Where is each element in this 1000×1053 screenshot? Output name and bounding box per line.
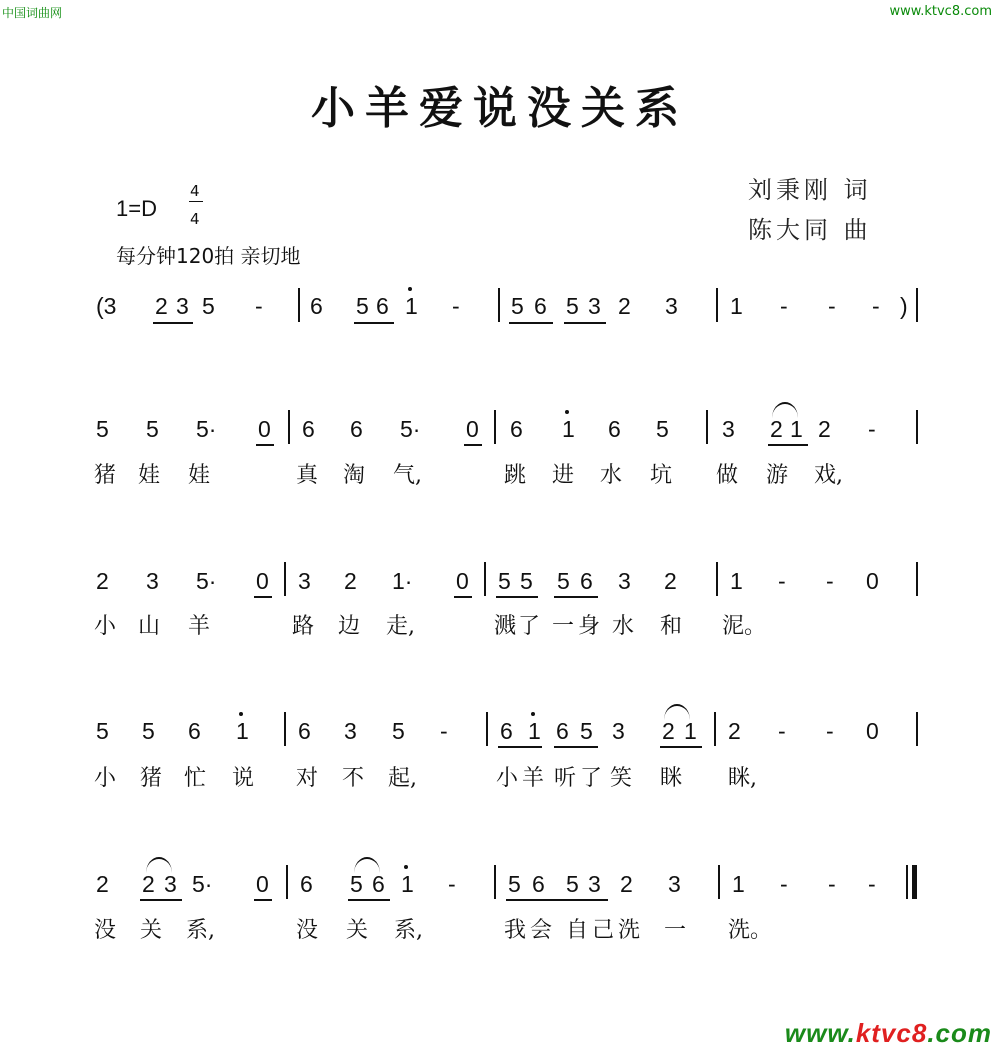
note: 2 <box>770 416 783 442</box>
high-dot <box>565 410 569 414</box>
bar-line <box>494 410 496 444</box>
lyric: 听 <box>554 766 577 791</box>
note: 3 <box>164 871 177 897</box>
lyric: 猪 <box>94 463 117 488</box>
note: 1 <box>730 293 743 319</box>
note: 2 <box>818 416 831 442</box>
lyric: 娃 <box>138 463 161 488</box>
watermark-prefix: www. <box>784 1018 856 1048</box>
bar-line <box>298 288 300 322</box>
note: 6 <box>310 293 323 319</box>
lyric: 娃 <box>188 463 211 488</box>
note: 5 <box>146 416 159 442</box>
note: 5 <box>557 568 570 594</box>
note: 2 <box>344 568 357 594</box>
bar-line <box>916 410 918 444</box>
note: 0 <box>456 568 469 594</box>
note: 0 <box>256 568 269 594</box>
lyric: 做 <box>716 463 739 488</box>
note: 0 <box>256 871 269 897</box>
lyric: 小 <box>94 614 117 639</box>
lyric: 真 <box>296 463 319 488</box>
note: 6 <box>500 718 513 744</box>
note: 2 <box>728 718 741 744</box>
note: 5 <box>142 718 155 744</box>
note: 3 <box>588 871 601 897</box>
note: 0 <box>866 718 879 744</box>
bar-line <box>494 865 496 899</box>
underline <box>660 746 702 748</box>
note: - <box>778 718 786 744</box>
underline <box>564 322 606 324</box>
high-dot <box>239 712 243 716</box>
note: 3 <box>344 718 357 744</box>
lyric: 戏, <box>814 463 843 488</box>
lyric: 眯, <box>728 766 757 791</box>
underline <box>498 746 542 748</box>
note: 2 <box>618 293 631 319</box>
lyric: 猪 <box>140 766 163 791</box>
note: 2 <box>142 871 155 897</box>
underline <box>464 444 482 446</box>
note: 6 <box>300 871 313 897</box>
note: 5 <box>96 416 109 442</box>
bar-line <box>916 712 918 746</box>
note: 5 <box>498 568 511 594</box>
note: 1 <box>790 416 803 442</box>
lyric: 泥。 <box>722 614 767 639</box>
lyric: 羊 <box>188 614 211 639</box>
note: - <box>780 293 788 319</box>
lyric: 小 <box>94 766 117 791</box>
note: - <box>448 871 456 897</box>
note: 6 <box>298 718 311 744</box>
high-dot <box>531 712 535 716</box>
bar-line <box>284 562 286 596</box>
lyric: 了 <box>580 766 603 791</box>
tempo-marking: 每分钟120拍 亲切地 <box>116 244 301 268</box>
underline <box>509 322 553 324</box>
note: - <box>255 293 263 319</box>
note: - <box>826 718 834 744</box>
watermark-logo <box>785 1018 992 1049</box>
lyric: 小 <box>496 766 519 791</box>
lyric: 一 <box>664 918 687 943</box>
note: 5· <box>196 568 217 594</box>
note: 5 <box>350 871 363 897</box>
bar-line <box>288 410 290 444</box>
note: 3 <box>668 871 681 897</box>
underline <box>554 746 598 748</box>
note: 5 <box>508 871 521 897</box>
lyric: 忙 <box>184 766 207 791</box>
note: 2 <box>664 568 677 594</box>
lyric: 没 <box>296 918 319 943</box>
note: 1 <box>528 718 541 744</box>
note: 6 <box>580 568 593 594</box>
note: - <box>828 871 836 897</box>
site-url-right: www.ktvc8.com <box>889 4 992 19</box>
note: 0 <box>258 416 271 442</box>
note: 3 <box>176 293 189 319</box>
note: 3 <box>612 718 625 744</box>
high-dot <box>408 287 412 291</box>
watermark-suffix: .com <box>927 1018 992 1048</box>
note: - <box>452 293 460 319</box>
note: 5 <box>392 718 405 744</box>
note: 2 <box>662 718 675 744</box>
lyric: 身 <box>578 614 601 639</box>
note: 1 <box>730 568 743 594</box>
note: 3 <box>722 416 735 442</box>
lyric: 羊 <box>522 766 545 791</box>
key-signature: 1=D <box>116 196 157 221</box>
note: 5 <box>566 293 579 319</box>
composer-credit: 陈大同 曲 <box>748 216 872 244</box>
note: 3 <box>665 293 678 319</box>
note: 3 <box>298 568 311 594</box>
note: 0 <box>866 568 879 594</box>
note: 5 <box>566 871 579 897</box>
underline <box>153 322 193 324</box>
underline <box>256 444 274 446</box>
bar-line <box>706 410 708 444</box>
underline <box>348 899 390 901</box>
note: 6 <box>510 416 523 442</box>
note: 0 <box>466 416 479 442</box>
lyric: 起, <box>388 766 417 791</box>
lyric: 系, <box>186 918 215 943</box>
underline <box>254 899 272 901</box>
bar-line <box>714 712 716 746</box>
lyric: 会 <box>530 918 553 943</box>
underline <box>454 596 472 598</box>
lyric: 游 <box>766 463 789 488</box>
lyric: 跳 <box>504 463 527 488</box>
bar-line <box>286 865 288 899</box>
lyric: 和 <box>660 614 683 639</box>
note: 6 <box>556 718 569 744</box>
time-signature-bottom: 4 <box>190 210 200 228</box>
lyric: 对 <box>296 766 319 791</box>
note: - <box>780 871 788 897</box>
note: 1 <box>732 871 745 897</box>
note: 1· <box>392 568 413 594</box>
note: 5· <box>192 871 213 897</box>
lyric: 走, <box>386 614 415 639</box>
lyric: 路 <box>292 614 315 639</box>
lyric: 自 <box>566 918 589 943</box>
note: 2 <box>96 871 109 897</box>
lyric: 坑 <box>650 463 673 488</box>
bar-line <box>716 288 718 322</box>
lyric: 一 <box>552 614 575 639</box>
underline <box>768 444 808 446</box>
bar-line <box>916 562 918 596</box>
lyric: 我 <box>504 918 527 943</box>
lyric: 不 <box>342 766 365 791</box>
underline <box>254 596 272 598</box>
note: 6 <box>302 416 315 442</box>
lyric: 笑 <box>610 766 633 791</box>
note: 5 <box>356 293 369 319</box>
note: - <box>872 293 880 319</box>
note: 1 <box>684 718 697 744</box>
note: 6 <box>188 718 201 744</box>
lyric: 进 <box>552 463 575 488</box>
note: 1 <box>401 871 414 897</box>
lyric: 边 <box>338 614 361 639</box>
bar-line <box>498 288 500 322</box>
lyric: 水 <box>600 463 623 488</box>
time-signature-top: 4 <box>190 182 200 200</box>
bar-line <box>284 712 286 746</box>
bar-line <box>484 562 486 596</box>
song-title: 小羊爱说没关系 <box>311 83 689 134</box>
bar-line <box>916 288 918 322</box>
note: 5 <box>202 293 215 319</box>
note: 6 <box>376 293 389 319</box>
underline <box>496 596 538 598</box>
lyric: 洗 <box>618 918 641 943</box>
note: 2 <box>620 871 633 897</box>
lyric: 溅 <box>494 614 517 639</box>
note: 5· <box>196 416 217 442</box>
note: - <box>440 718 448 744</box>
bar-line <box>486 712 488 746</box>
note: 6 <box>350 416 363 442</box>
note: 6 <box>534 293 547 319</box>
note: 3 <box>588 293 601 319</box>
lyric: 水 <box>612 614 635 639</box>
lyric: 说 <box>232 766 255 791</box>
note: 6 <box>372 871 385 897</box>
note: 3 <box>618 568 631 594</box>
note: - <box>826 568 834 594</box>
note: - <box>868 871 876 897</box>
note: 6 <box>532 871 545 897</box>
time-signature-line <box>189 201 203 202</box>
note: (3 <box>96 293 117 319</box>
lyric: 了 <box>518 614 541 639</box>
note: 1 <box>405 293 418 319</box>
lyric: 眯 <box>660 766 683 791</box>
note: 3 <box>146 568 159 594</box>
note: - <box>828 293 836 319</box>
note: 2 <box>155 293 168 319</box>
lyric: 淘 <box>343 463 366 488</box>
bar-line <box>716 562 718 596</box>
note: 5 <box>511 293 524 319</box>
high-dot <box>404 865 408 869</box>
lyric: 没 <box>94 918 117 943</box>
note: - <box>868 416 876 442</box>
note: - <box>778 568 786 594</box>
final-bar-thick <box>912 865 917 899</box>
bar-line <box>718 865 720 899</box>
note: 5 <box>96 718 109 744</box>
note: 6 <box>608 416 621 442</box>
note: 5· <box>400 416 421 442</box>
note: 1 <box>236 718 249 744</box>
lyric: 关 <box>346 918 369 943</box>
underline <box>354 322 394 324</box>
watermark-brand: ktvc8 <box>855 1018 928 1048</box>
lyric: 洗。 <box>728 918 773 943</box>
lyricist-credit: 刘秉刚 词 <box>748 176 872 204</box>
lyric: 气, <box>393 463 422 488</box>
underline <box>554 596 598 598</box>
underline <box>506 899 608 901</box>
lyric: 山 <box>138 614 161 639</box>
note: 2 <box>96 568 109 594</box>
site-name-left: 中国词曲网 <box>2 6 63 20</box>
note: ) <box>900 293 908 319</box>
note: 1 <box>562 416 575 442</box>
lyric: 己 <box>592 918 615 943</box>
underline <box>140 899 182 901</box>
lyric: 关 <box>140 918 163 943</box>
note: 5 <box>656 416 669 442</box>
note: 5 <box>580 718 593 744</box>
final-bar-thin <box>906 865 908 899</box>
note: 5 <box>520 568 533 594</box>
lyric: 系, <box>394 918 423 943</box>
